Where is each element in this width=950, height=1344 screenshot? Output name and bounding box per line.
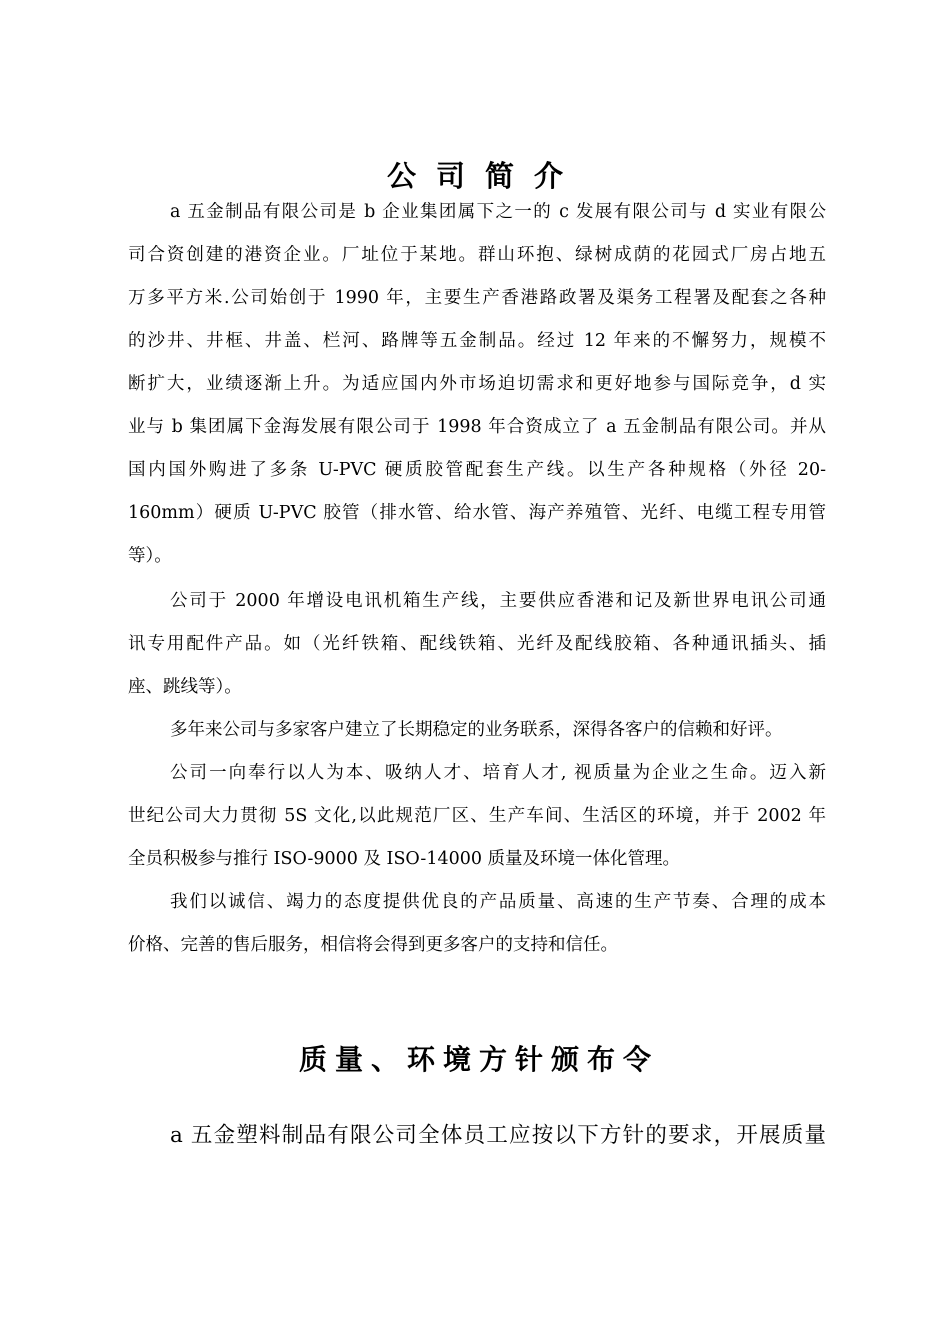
text-line: 的沙井、井框、井盖、栏河、路牌等五金制品。经过 12 年来的不懈努力，规模不 <box>128 331 826 351</box>
text-line: 公司一向奉行以人为本、吸纳人才、培育人才, 视质量为企业之生命。迈入新 <box>170 763 826 783</box>
text-line: 司合资创建的港资企业。厂址位于某地。群山环抱、绿树成荫的花园式厂房占地五 <box>128 245 826 265</box>
intro-paragraph-2 <box>128 580 826 709</box>
text-line: 万多平方米.公司始创于 1990 年，主要生产香港路政署及渠务工程署及配套之各种 <box>128 288 826 308</box>
intro-paragraph-5 <box>128 881 826 967</box>
text-line: 160mm）硬质 U-PVC 胶管（排水管、给水管、海产养殖管、光纤、电缆工程专用管 <box>128 503 826 523</box>
text-line: 价格、完善的售后服务，相信将会得到更多客户的支持和信任。 <box>128 935 618 955</box>
text-line: 多年来公司与多家客户建立了长期稳定的业务联系，深得各客户的信赖和好评。 <box>170 720 783 740</box>
policy-order-title: 质量、环境方针颁布令 <box>298 1043 659 1076</box>
intro-paragraph-4 <box>128 752 826 881</box>
policy-paragraph-1 <box>128 1113 826 1159</box>
text-line: 我们以诚信、竭力的态度提供优良的产品质量、高速的生产节奏、合理的成本 <box>170 892 826 912</box>
text-line: 业与 b 集团属下金海发展有限公司于 1998 年合资成立了 a 五金制品有限公司。并从 <box>128 417 826 437</box>
text-line: 国内国外购进了多条 U-PVC 硬质胶管配套生产线。以生产各种规格（外径 20- <box>128 460 826 480</box>
text-line: 等）。 <box>128 546 172 566</box>
text-line: 讯专用配件产品。如（光纤铁箱、配线铁箱、光纤及配线胶箱、各种通讯插头、插 <box>128 634 826 654</box>
text-line: a 五金塑料制品有限公司全体员工应按以下方针的要求，开展质量 <box>170 1123 826 1148</box>
text-line: 世纪公司大力贯彻 5S 文化,以此规范厂区、生产车间、生活区的环境，并于 2002 年 <box>128 806 826 826</box>
company-intro-title: 公司简介 <box>386 159 583 193</box>
intro-paragraph-1 <box>128 191 826 578</box>
intro-paragraph-3 <box>128 709 826 752</box>
text-line: 座、跳线等）。 <box>128 677 242 697</box>
text-line: 断扩大，业绩逐渐上升。为适应国内外市场迫切需求和更好地参与国际竞争，d 实 <box>128 374 826 394</box>
text-line: a 五金制品有限公司是 b 企业集团属下之一的 c 发展有限公司与 d 实业有限公 <box>170 202 826 222</box>
text-line: 公司于 2000 年增设电讯机箱生产线，主要供应香港和记及新世界电讯公司通 <box>170 591 826 611</box>
text-line: 全员积极参与推行 ISO-9000 及 ISO-14000 质量及环境一体化管理。 <box>128 849 681 869</box>
